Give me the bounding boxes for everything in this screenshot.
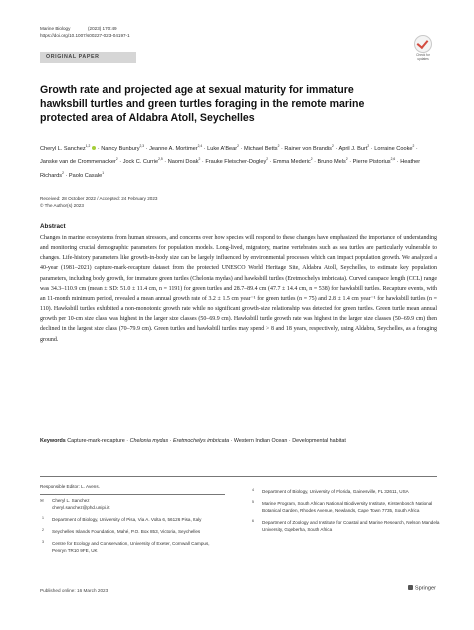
author-affiliation-marker: 1 <box>102 170 105 175</box>
author-name[interactable]: Cheryl L. Sanchez <box>40 145 86 152</box>
article-dates <box>40 195 157 209</box>
author-affiliation-marker: 2,3 <box>139 144 145 148</box>
keyword: Eretmochelys imbricata <box>173 438 230 444</box>
doi-link[interactable]: https://doi.org/10.1007/s00227-023-04197-1 <box>40 33 130 38</box>
affiliation-text: Department of Biology, University of Florida, Gainesville, FL 32611, USA <box>262 489 409 494</box>
author-name[interactable]: Luke A'Bear <box>207 145 238 152</box>
responsible-editor: Responsible Editor: L. Avens. <box>40 484 100 489</box>
affiliation-text: Department of Biology, University of Pisa, Via A. Volta 6, 56126 Pisa, Italy <box>52 517 202 522</box>
author-name[interactable]: Michael Betts <box>243 145 278 152</box>
check-for-updates-badge[interactable] <box>412 35 434 61</box>
affiliation-number: 6 <box>252 519 254 523</box>
author-name[interactable]: Janske van de Crommenacker <box>40 159 116 166</box>
affiliations-left <box>40 497 225 559</box>
affiliation-number: 1 <box>42 516 44 520</box>
author-affiliation-marker: 2 <box>310 157 313 162</box>
author-affiliation-marker: 2 <box>277 144 280 148</box>
publisher-logo <box>408 585 436 592</box>
author-name[interactable]: Jeanne A. Mortimer <box>149 145 198 152</box>
author-name[interactable]: Frauke Fleischer-Dogley <box>205 159 267 166</box>
author-name[interactable]: Lorraine Cooke <box>374 145 413 152</box>
keyword: Developmental habitat <box>292 438 346 444</box>
check-updates-icon <box>414 35 432 53</box>
author-affiliation-marker: 2,5 <box>158 157 163 162</box>
author-name[interactable]: Emma Mederic <box>273 159 311 166</box>
author-affiliation-marker: 2 <box>62 170 64 175</box>
author-affiliation-marker: 2 <box>345 157 348 162</box>
author-affiliation-marker: 2 <box>331 144 334 148</box>
correspondence-name: Cheryl L. Sanchez <box>52 498 90 503</box>
affiliation-text: Department of Zoology and Institute for Coastal and Marine Research, Nelson Mandela University, Gqeberha, South Africa <box>262 520 440 532</box>
author-affiliation-marker: 1,2 <box>85 144 91 148</box>
divider <box>40 494 225 495</box>
affiliation <box>40 528 225 535</box>
correspondence <box>40 497 225 511</box>
envelope-icon: ✉ <box>40 498 44 503</box>
affiliation-text: Marine Program, South African National Biodiversity Institute, Kirstenbosch National Botanical Garden, Rhodes Avenue, Newlands, Cape Town 7735, South Africa <box>262 501 433 513</box>
author-name[interactable]: Rainer von Brandis <box>284 145 332 152</box>
article-title: Growth rate and projected age at sexual maturity for immature hawksbill turtles and green turtles foraging in the remote marine protected area of Aldabra Atoll, Seychelles <box>40 84 365 124</box>
journal-name: Marine Biology <box>40 26 71 31</box>
author-name[interactable]: Naomi Doak <box>167 159 199 166</box>
author-name[interactable]: April J. Burt <box>338 145 368 152</box>
author-affiliation-marker: 2 <box>412 144 415 148</box>
affiliation-number: 3 <box>42 540 44 544</box>
check-updates-label: Check for updates <box>416 53 430 61</box>
keyword: Capture-mark-recapture <box>67 438 125 444</box>
affiliation <box>40 516 225 523</box>
author-name[interactable]: Jock C. Currie <box>122 159 159 166</box>
received-accepted: Received: 28 October 2022 / Accepted: 24 February 2023 <box>40 196 158 201</box>
author-affiliation-marker: 2,6 <box>390 157 396 162</box>
abstract-heading: Abstract <box>40 223 66 230</box>
author-affiliation-marker: 2 <box>115 157 118 162</box>
affiliation-number: 4 <box>252 488 254 492</box>
publisher-name: Springer <box>414 585 436 592</box>
author-affiliation-marker: 2 <box>266 157 269 162</box>
affiliation-number: 5 <box>252 500 254 504</box>
springer-horse-icon <box>408 585 413 590</box>
author-affiliation-marker: 2 <box>237 144 239 148</box>
keywords-list: Capture-mark-recapture · Chelonia mydas · Eretmochelys imbricata · Western Indian Ocean · Developmental habitat <box>67 438 346 444</box>
author-name[interactable]: Pierre Pistorius <box>352 159 391 166</box>
affiliation-text: Centre for Ecology and Conservation, University of Exeter, Cornwall Campus, Penryn TR10 9FE, UK <box>52 541 210 553</box>
affiliation <box>250 519 445 533</box>
affiliations-right <box>250 488 445 538</box>
orcid-icon[interactable] <box>92 146 96 150</box>
affiliation-text: Seychelles Islands Foundation, Mahé, P.O. Box 853, Victoria, Seychelles <box>52 529 201 534</box>
article-type-banner: ORIGINAL PAPER <box>40 52 136 63</box>
affiliation <box>250 500 445 514</box>
author-affiliation-marker: 2 <box>367 144 370 148</box>
author-name[interactable]: Paolo Casale <box>68 172 103 179</box>
published-online: Published online: 16 March 2023 <box>40 588 109 593</box>
abstract-text: Changes in marine ecosystems from human stressors, and concerns over how species will respond to these changes have emphasized the importance of understanding and monitoring crucial demographic parameters for population models. Long-lived, migratory, marine vertebrates such as sea turtles are particularly vulnerable to changes. Life-history parameters like growth-in-body size can be largely influenced by environmental processes which can impact population growth. We analyzed a 40-year (1981–2021) capture-mark-recapture dataset from the protected UNESCO World Heritage Site, Aldabra Atoll, Seychelles, to estimate key population parameters, including body growth, for immature green turtles (Chelonia mydas) and hawksbill turtles (Eretmochelys imbricata). Curved carapace length (CCL) range was 34.3–110.9 cm (mean ± SD: 51.0 ± 11.4 cm, n = 1191) for green turtles and 28.7–89.4 cm (47.7 ± 14.4 cm, n = 538) for hawksbill turtles. Recapture events, with an 11-month minimum period, revealed a mean annual growth rate of 3.2 ± 1.5 cm year⁻¹ for green turtles (n = 75) and 2.8 ± 1.4 cm year⁻¹ for hawksbill turtles (n = 110). Hawksbill turtles exhibited a non-monotonic growth rate while no significant growth-size relationship was detected for green turtles. Green turtle mean annual growth per 10-cm size class was highest in the larger size classes (50–69.9 cm). Hawksbill turtle growth rate was highest in the larger size classes (50–69.9 cm) then declined in the largest size class (70–79.9 cm). Green turtles and hawksbill turtles may spend > 8 and 18 years, respectively, using Aldabra, Seychelles, as a foraging ground. <box>40 235 437 343</box>
keyword: Western Indian Ocean <box>233 438 288 444</box>
keywords <box>40 436 437 446</box>
journal-header <box>40 25 130 39</box>
author-list: Cheryl L. Sanchez$^{1,2}$ · Nancy Bunbury$^{2,3}$ · Jeanne A. Mortimer$^{2,4}$ · Luke A'Bear$^2$ · Michael Betts$^2$ · Rainer von Brandis$^2$ · April J. Burt$^2$ · Lorraine Cooke$^2$ · Janske van de Crommenacker$^2$ · Jock C. Currie$^{2,5}$ · Naomi Doak$^2$ · Frauke Fleischer-Dogley$^2$ · Emma Mederic$^2$ · Bruno Mels$^2$ · Pierre Pistorius$^{2,6}$ · Heather Richards$^2$ · Paolo Casale$^1$ <box>40 144 421 179</box>
copyright: © The Author(s) 2023 <box>40 203 84 208</box>
author-name[interactable]: Heather Richards <box>40 159 421 179</box>
affiliation <box>40 540 225 554</box>
author-affiliation-marker: 2,4 <box>197 144 203 148</box>
divider <box>40 476 437 477</box>
affiliation-number: 2 <box>42 528 44 532</box>
affiliation <box>250 488 445 495</box>
author-name[interactable]: Nancy Bunbury <box>101 145 140 152</box>
journal-volume: (2023) 170:49 <box>88 26 117 31</box>
keywords-label: Keywords <box>40 438 66 444</box>
author-name[interactable]: Bruno Mels <box>317 159 346 166</box>
author-affiliation-marker: 2 <box>198 157 201 162</box>
keyword: Chelonia mydas <box>129 438 169 444</box>
correspondence-email[interactable]: cheryl.sanchez@phd.unipi.it <box>52 505 110 510</box>
